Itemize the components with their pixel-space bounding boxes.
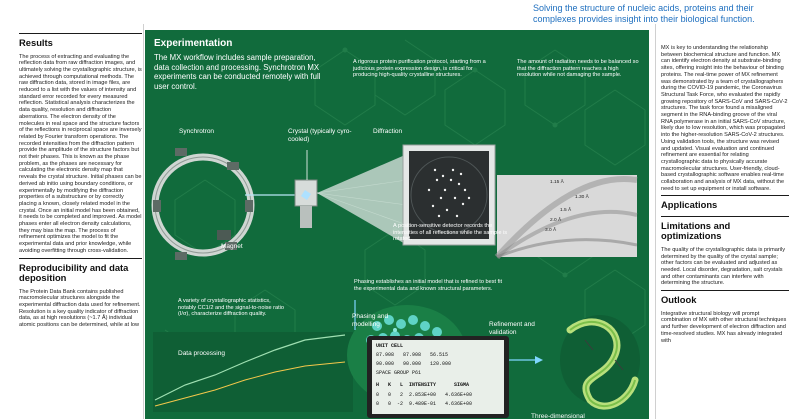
results-heading: Results	[19, 37, 53, 48]
refined-structure	[560, 315, 640, 406]
diffraction-image	[497, 175, 637, 257]
limitations-heading: Limitations and optimizations	[661, 219, 731, 242]
divider	[19, 258, 142, 259]
terminal-line: 0 0 2 2.853E+00 4.636E+00	[376, 392, 473, 398]
limitations-body: The quality of the crystallographic data is primarily determined by the quality of the crystal sample; other factors can be evaluated and adjusted as needed. Local disorder, degradation, salt crystals and other contaminants can interfere with determining the structure.	[661, 246, 786, 287]
statistics-chart	[153, 332, 353, 412]
outlook-body: Integrative structural biology will prompt combination of MX with other structural techniques and further development of electron diffraction and time-resolved studies. MX has already integrated with	[661, 310, 787, 344]
diffraction-label: Diffraction	[373, 128, 403, 135]
three-d-label: Three-dimensional	[531, 413, 585, 419]
phasing-label: Phasing and modelling	[352, 313, 389, 328]
data-processing-label: Data processing	[178, 350, 225, 357]
terminal-line: 90.000 90.000 120.000	[376, 361, 452, 367]
detector-caption: A position-sensitive detector records the intensities of all reflections while the sample is rotated.	[393, 223, 508, 243]
experimentation-heading: Experimentation	[154, 38, 233, 49]
reproducibility-heading: Reproducibility and data deposition	[19, 261, 129, 284]
radiation-caption: The amount of radiation needs to be balanced so that the diffraction pattern reaches a high resolution while not damaging the sample.	[517, 59, 639, 79]
crystal-mount	[295, 150, 317, 228]
column-divider	[143, 24, 144, 419]
refinement-label: Refinement and validation	[489, 321, 535, 336]
terminal-line: 0 0 -2 9.489E-01 4.636E+00	[376, 401, 473, 407]
left-column	[19, 30, 142, 332]
resolution-label: 2.0 Å	[550, 218, 562, 223]
experimentation-panel	[145, 30, 649, 419]
resolution-label: 3.0 Å	[545, 228, 557, 233]
reproducibility-body: The Protein Data Bank contains published macromolecular structures alongside the experimental diffraction data used for refinement. Resolution is a key quality indicator of diffraction data, as at high resolutions (~1.7 Å) individual atomic positions can be determined, while at low	[19, 288, 141, 329]
mx-body: MX is key to understanding the relationship between biochemical structure and function. MX can identify electron density at substrate-binding sites, offering insight into the behaviour of binding proteins. The real-time power of MX refinement was demonstrated by a team of crystallographers during the COVID-19 pandemic, the Coronavirus Structural Task Force, who evaluated the rapidly growing repository of SARS-CoV and SARS-CoV-2 structures. The task force found a misaligned segment in the RNA-binding groove of the viral RNA polymerase in an initial SARS-CoV structure, likely due to low resolution, which was propagated into the higher-resolution SARS-CoV-2 structures. Using validation tools, the structure was revised and updated. Visual evaluation and continued refinement are essential for relating crystallographic data to physically accurate macromolecular structures. User-friendly, cloud-based crystallographic software enables real-time collaboration and analysis of MX data, without the need to set up equipment or install software.	[661, 45, 788, 192]
divider	[19, 33, 142, 34]
terminal-line: 87.908 87.908 56.515	[376, 352, 449, 358]
divider	[661, 216, 789, 217]
resolution-label: 1.5 Å	[560, 208, 572, 213]
data-terminal	[367, 336, 509, 418]
applications-heading: Applications	[661, 199, 718, 211]
results-body: The process of extracting and evaluating the reflection data from raw diffraction images, and ultimately solving the crystallographic structure, is achieved through computational methods. The raw diffraction data, stored in image files, are reduced to a list with the values of intensity and standard error recorded for every measured reflection. Statistical analysis characterizes the data quality, resolution and diffraction aberrations. The electron density of the molecules in real space and the structure factors of the reflections in reciprocal space are inversely related by Fourier transform operations. The recorded intensities from the diffraction pattern provide the amplitude of the structure factors but not their phases. This is known as the phase problem, as the phases are necessary for calculating the electronic density map that reveals the crystal structure. Initial phases can be derived ab initio using boundary conditions, or experimentally by modifying the diffraction properties of a substructure or by correctly placing a known, closely related model in the crystal. Once an initial model has been obtained, it needs to be completed and improved. As model phases enter all electron density calculations, they may bias the map. The process of refinement optimizes the model to fit the experimental data and prior knowledge, while avoiding overfitting through cross-validation.	[19, 53, 142, 254]
divider	[661, 195, 789, 196]
column-divider	[655, 24, 656, 419]
outlook-heading: Outlook	[661, 294, 697, 306]
right-column	[661, 30, 789, 347]
magnet-label: Magnet	[221, 243, 243, 250]
terminal-screen	[372, 340, 504, 414]
phasing-caption: Phasing establishes an initial model that is refined to best fit the experimental data and known structural parameters.	[354, 279, 503, 292]
terminal-line: UNIT CELL	[376, 343, 404, 349]
statistics-caption: A variety of crystallographic statistics, notably CC1/2 and the signal-to-noise ratio (I/σ), characterize diffraction quality.	[178, 298, 285, 318]
magnet-block	[217, 230, 231, 240]
banner-text: Solving the structure of nucleic acids, proteins and their complexes provides insight into their biological function.	[533, 3, 755, 24]
terminal-line: H K L INTENSITY SIGMA	[376, 382, 470, 388]
purification-caption: A rigorous protein purification protocol, starting from a judicious protein expression design, is critical for producing high-quality crystalline structures.	[353, 59, 486, 79]
resolution-label: 1.15 Å	[550, 180, 564, 185]
crystal-label: Crystal (typically cyro-cooled)	[288, 128, 352, 143]
synchrotron-label: Synchrotron	[179, 128, 215, 135]
experimentation-subtitle: The MX workflow includes sample preparation, data collection and processing. Synchrotron MX experiments can be conducted remotely with full user control.	[154, 53, 321, 91]
divider	[661, 290, 789, 291]
resolution-label: 1.30 Å	[575, 195, 589, 200]
terminal-line: SPACE GROUP P61	[376, 370, 422, 376]
